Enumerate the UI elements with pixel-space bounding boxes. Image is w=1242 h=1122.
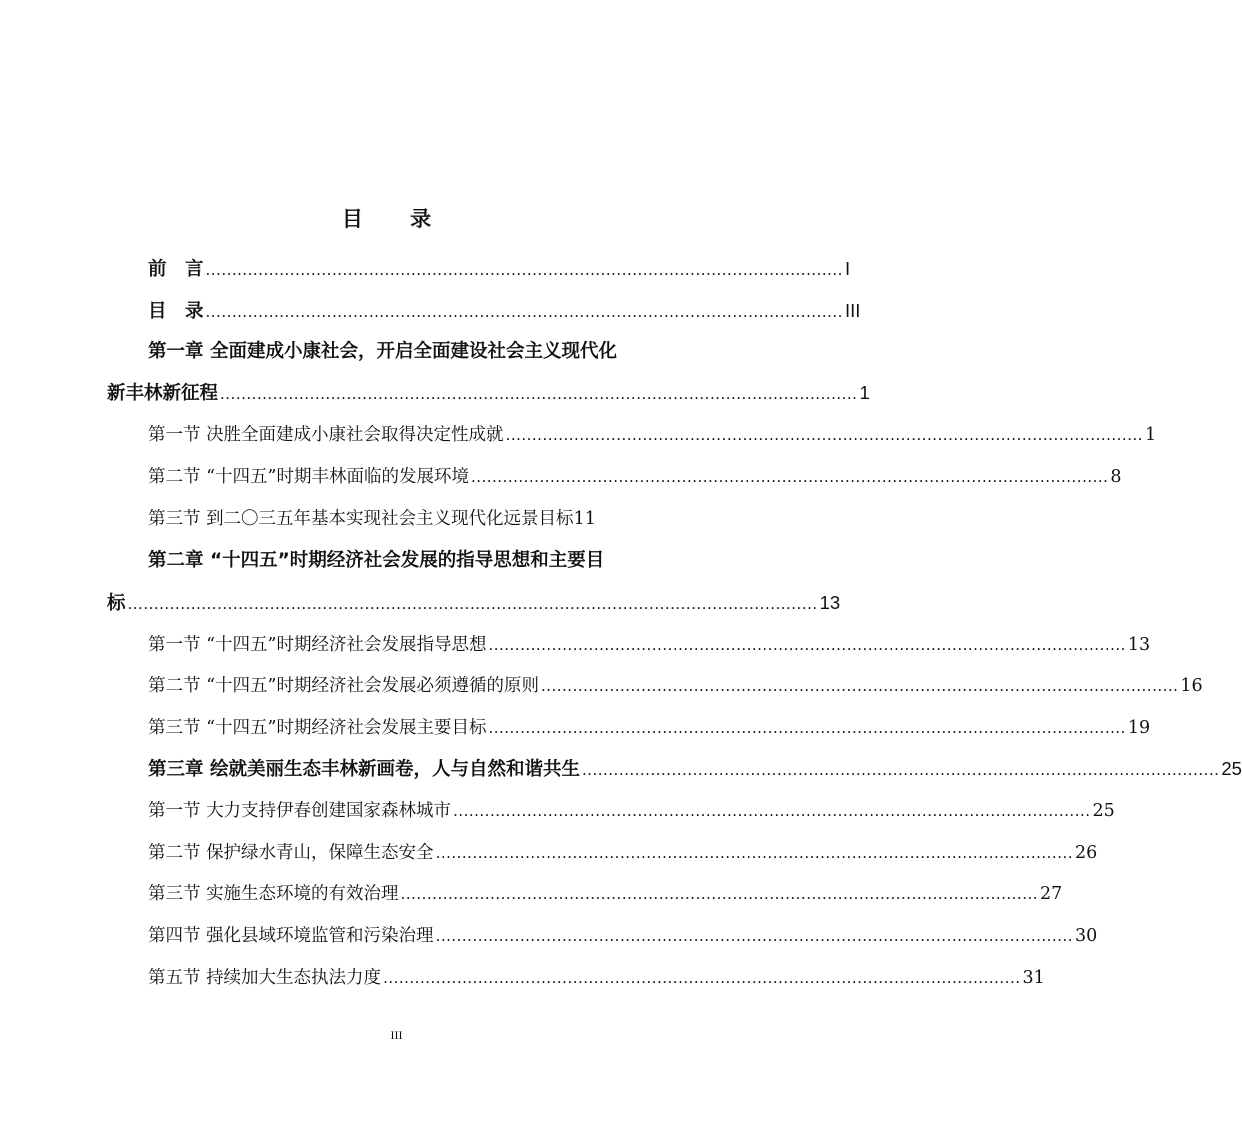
toc-leader-dots: .........................................................................................................................: [400, 885, 1038, 903]
toc-leader-dots: .........................................................................................................................: [540, 677, 1179, 695]
toc-leader-dots: .........................................................................................................................: [435, 844, 1073, 862]
toc-entry-chapter-3[interactable]: [148, 755, 1242, 781]
toc-entry-section-2-1[interactable]: [148, 631, 1151, 656]
toc-entry-page: 1: [859, 382, 870, 403]
toc-leader-dots: .........................................................................................................................: [581, 761, 1220, 779]
toc-entry-title: 第二节 “十四五”时期经济社会发展必须遵循的原则: [148, 676, 539, 696]
toc-entry-title: 前 言: [148, 259, 204, 280]
toc-entry-section-3-2[interactable]: [148, 839, 1098, 864]
toc-entry-chapter-1[interactable]: [107, 379, 870, 405]
toc-entry-preface[interactable]: [148, 255, 851, 281]
toc-leader-dots: .........................................................................................................................: [205, 261, 843, 279]
toc-entry-page: 11: [573, 509, 596, 529]
toc-entry-section-1-3[interactable]: [148, 505, 690, 530]
toc-entry-title: 第三节 “十四五”时期经济社会发展主要目标: [148, 718, 487, 738]
toc-entry-title: 第四节 强化县域环境监管和污染治理: [148, 926, 434, 946]
toc-entry-page: 25: [1221, 758, 1242, 779]
toc-leader-dots: ...................................................................................................................................: [127, 595, 818, 613]
toc-entry-page: I: [844, 258, 851, 279]
toc-entry-page: 19: [1127, 718, 1151, 738]
toc-entry-section-3-1[interactable]: [148, 797, 1115, 822]
toc-entry-section-2-3[interactable]: [148, 714, 1151, 739]
toc-entry-section-1-2[interactable]: [148, 463, 1122, 488]
toc-chapter-1-title-line1: 第一章 全面建成小康社会，开启全面建设社会主义现代化: [148, 341, 617, 362]
toc-entry-page: 25: [1092, 801, 1115, 821]
toc-entry-section-3-5[interactable]: [148, 964, 1045, 989]
toc-entry-page: 8: [1110, 467, 1122, 487]
toc-entry-page: III: [844, 300, 861, 321]
toc-entry-title: 第一节 决胜全面建成小康社会取得决定性成就: [148, 425, 504, 445]
toc-entry-contents[interactable]: [148, 297, 861, 323]
toc-entry-title: 第三节 实施生态环境的有效治理: [148, 884, 399, 904]
toc-entry-title: 第一节 “十四五”时期经济社会发展指导思想: [148, 635, 487, 655]
toc-entry-page: 27: [1040, 884, 1063, 904]
toc-entry-page: 31: [1022, 968, 1045, 988]
toc-entry-title: 第二节 保护绿水青山，保障生态安全: [148, 843, 434, 863]
footer-page-number: III: [390, 1028, 403, 1042]
toc-entry-title: 标: [107, 593, 126, 614]
toc-chapter-2-title-line1: 第二章 “十四五”时期经济社会发展的指导思想和主要目: [148, 550, 605, 571]
toc-entry-title: 第二节 “十四五”时期丰林面临的发展环境: [148, 467, 469, 487]
toc-entry-page: 1: [1145, 425, 1157, 445]
toc-entry-chapter-2[interactable]: [107, 589, 841, 615]
toc-entry-section-3-3[interactable]: [148, 880, 1063, 905]
toc-leader-dots: .........................................................................................................................: [488, 719, 1126, 737]
page-title: 目 录: [341, 207, 452, 231]
toc-entry-section-2-2[interactable]: [148, 672, 1203, 697]
toc-entry-page: 13: [819, 592, 841, 613]
toc-leader-dots: .........................................................................................................................: [453, 802, 1091, 820]
toc-entry-page: 13: [1127, 635, 1151, 655]
toc-entry-title: 目 录: [148, 301, 204, 322]
toc-entry-title: 第三章 绘就美丽生态丰林新画卷，人与自然和谐共生: [148, 759, 580, 780]
toc-entry-section-1-1[interactable]: [148, 421, 1157, 446]
toc-entry-title: 第一节 大力支持伊春创建国家森林城市: [148, 801, 452, 821]
toc-entry-title: 第三节 到二〇三五年基本实现社会主义现代化远景目标: [148, 509, 574, 529]
toc-leader-dots: .........................................................................................................................: [470, 468, 1109, 486]
toc-leader-dots: .........................................................................................................................: [488, 636, 1126, 654]
toc-leader-dots: .........................................................................................................................: [205, 303, 843, 321]
toc-entry-page: 30: [1075, 926, 1098, 946]
toc-entry-page: 16: [1180, 676, 1203, 696]
toc-entry-title: 新丰林新征程: [107, 383, 219, 404]
toc-entry-page: 26: [1075, 843, 1098, 863]
toc-leader-dots: .........................................................................................................................: [383, 969, 1021, 987]
toc-leader-dots: .........................................................................................................................: [505, 426, 1143, 444]
toc-entry-title: 第五节 持续加大生态执法力度: [148, 968, 382, 988]
toc-leader-dots: .........................................................................................................................: [435, 927, 1073, 945]
toc-leader-dots: .........................................................................................................................: [220, 385, 858, 403]
toc-entry-section-3-4[interactable]: [148, 922, 1098, 947]
